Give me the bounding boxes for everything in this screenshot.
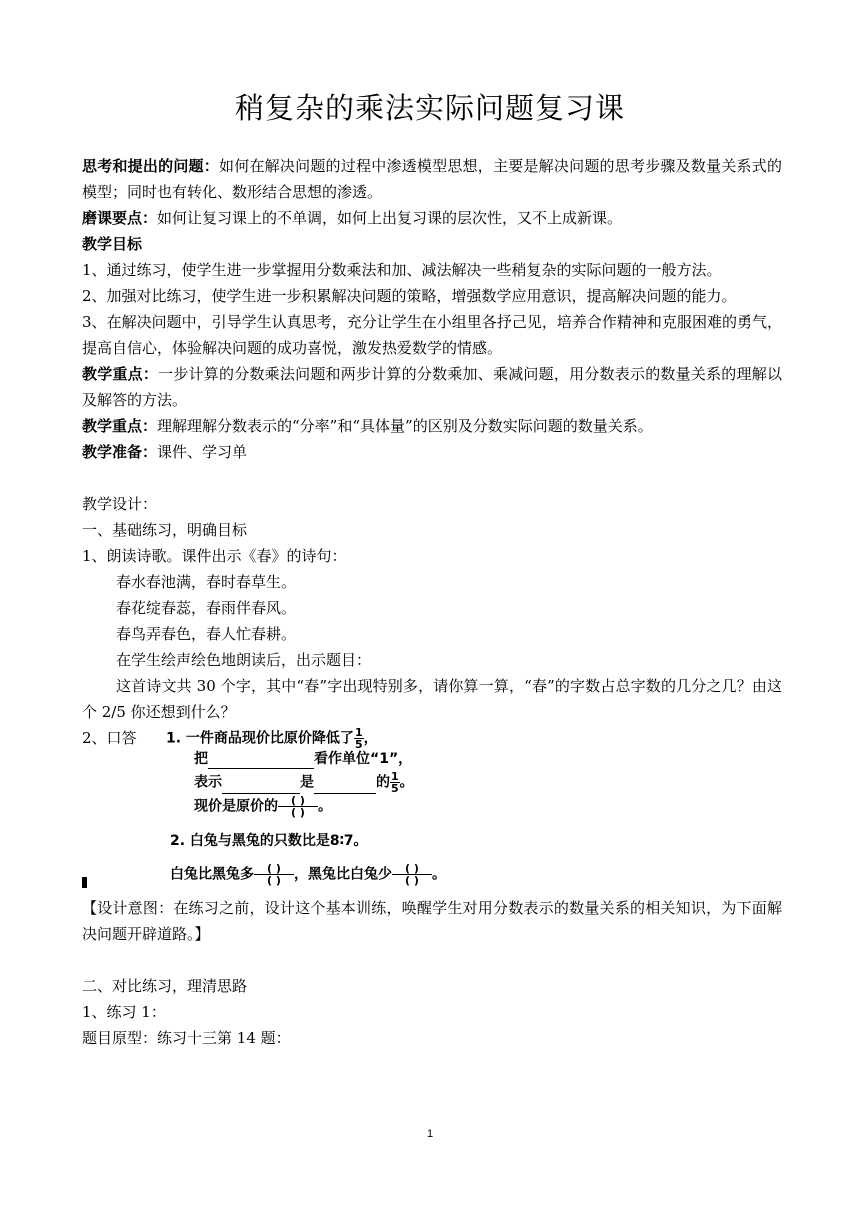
answer-blank[interactable] bbox=[208, 752, 314, 769]
page-title: 稍复杂的乘法实际问题复习课 bbox=[234, 91, 625, 125]
poem-line: 春花绽春蕊，春雨伴春风。 bbox=[116, 599, 297, 617]
oral-q1-line2: 把 看作单位“1”， bbox=[194, 751, 413, 767]
poem-line: 春鸟弄春色，春人忙春耕。 bbox=[116, 625, 297, 643]
oral-q1-line1: 1. 一件商品现价比原价降低了 $\frac{1}{5}$ ， bbox=[166, 726, 378, 751]
question-text: 这首诗文共 30 个字，其中“春”字出现特别多，请你算一算，“春”的字数占总字数的几分之几？由这个 2/5 你还想到什么？ bbox=[82, 677, 782, 721]
oral-q1-line4: 现价是原价的 $\frac{( )}{( )}$ 。 bbox=[194, 794, 332, 819]
key-point-text: 课件、学习单 bbox=[157, 443, 248, 461]
oral-q1-line3: 表示 是 的 $\frac{1}{5}$ 。 bbox=[194, 770, 414, 795]
fraction-one-fifth: $\frac{1}{5}$ bbox=[354, 726, 363, 751]
key-point-label: 教学准备： bbox=[82, 443, 158, 461]
prototype-text: 题目原型：练习十三第 14 题： bbox=[82, 1029, 291, 1047]
page-number: 1 bbox=[426, 1128, 434, 1140]
answer-fraction-blank[interactable]: $\frac{( )}{( )}$ bbox=[254, 863, 294, 886]
fraction-one-fifth: $\frac{1}{5}$ bbox=[391, 770, 399, 795]
intro-key bbox=[82, 205, 782, 231]
key-point bbox=[82, 439, 782, 465]
item1-text: 1、朗读诗歌。课件出示《春》的诗句： bbox=[82, 547, 347, 565]
poem-line: 春水春池满，春时春草生。 bbox=[116, 573, 297, 591]
oral-answer-block bbox=[82, 725, 782, 895]
key-point bbox=[82, 413, 782, 439]
intro-question-label: 思考和提出的问题： bbox=[82, 157, 219, 175]
goal-item: 1、通过练习，使学生进一步掌握用分数乘法和加、减法解决一些稍复杂的实际问题的一般方法。 bbox=[82, 261, 722, 279]
section1-heading: 一、基础练习，明确目标 bbox=[82, 521, 248, 539]
goals-heading: 教学目标 bbox=[82, 235, 143, 253]
intro-question bbox=[82, 153, 782, 205]
oral-q2-line1: 2. 白兔与黑兔的只数比是8∶7。 bbox=[170, 833, 368, 849]
practice1-text: 1、练习 1： bbox=[82, 1003, 166, 1021]
key-point bbox=[82, 361, 782, 413]
answer-blank[interactable] bbox=[222, 777, 300, 794]
intro-key-text: 如何让复习课上的不单调，如何上出复习课的层次性，又不上成新课。 bbox=[157, 209, 623, 227]
section2-heading: 二、对比练习，理清思路 bbox=[82, 977, 248, 995]
goal-item: 3、在解决问题中，引导学生认真思考，充分让学生在小组里各抒己见，培养合作精神和克服困难的勇气，提高自信心，体验解决问题的成功喜悦，激发热爱数学的情感。 bbox=[82, 313, 782, 357]
design-heading: 教学设计： bbox=[82, 495, 158, 513]
intro-question-text: 如何在解决问题的过程中渗透模型思想，主要是解决问题的思考步骤及数量关系式的模型；同时也有转化、数形结合思想的渗透。 bbox=[82, 157, 782, 201]
goal-item: 2、加强对比练习，使学生进一步积累解决问题的策略，增强数学应用意识，提高解决问题的能力。 bbox=[82, 287, 737, 305]
document-body bbox=[82, 153, 782, 1051]
intro-key-label: 磨课要点： bbox=[82, 209, 158, 227]
key-point-text: 一步计算的分数乘法问题和两步计算的分数乘加、乘减问题，用分数表示的数量关系的理解以及解答的方法。 bbox=[82, 365, 782, 409]
design-intent: 【设计意图：在练习之前，设计这个基本训练，唤醒学生对用分数表示的数量关系的相关知识，为下面解决问题开辟道路。】 bbox=[82, 899, 782, 943]
oral-q2-line2: 白兔比黑兔多 $\frac{( )}{( )}$ ，黑兔比白兔少 $\frac{( )}{( )}$ 。 bbox=[170, 862, 446, 887]
answer-blank[interactable] bbox=[314, 777, 376, 794]
paragraph-marker bbox=[82, 877, 87, 888]
key-point-text: 理解理解分数表示的“分率”和“具体量”的区别及分数实际问题的数量关系。 bbox=[157, 417, 653, 435]
answer-fraction-blank[interactable]: $\frac{( )}{( )}$ bbox=[392, 863, 432, 886]
after-poem-text: 在学生绘声绘色地朗读后，出示题目： bbox=[116, 651, 372, 669]
answer-fraction-blank[interactable]: $\frac{( )}{( )}$ bbox=[278, 795, 318, 818]
oral-label: 2、口答 bbox=[82, 729, 137, 747]
key-point-label: 教学重点： bbox=[82, 365, 159, 383]
key-point-label: 教学重点： bbox=[82, 417, 158, 435]
